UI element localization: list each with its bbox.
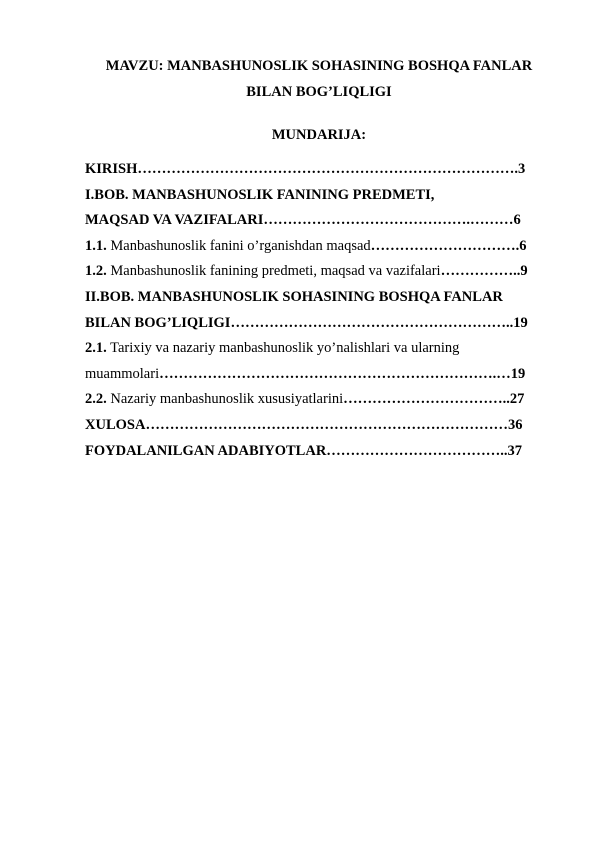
toc-entry-text: Tarixiy va nazariy manbashunoslik yo’nalishlari va ularning — [106, 340, 460, 357]
toc-leader-dots: …………….. — [440, 263, 521, 280]
toc-leader-dots: ………………………………………………………………… — [145, 416, 508, 433]
toc-entry-text: I.BOB. MANBASHUNOSLIK FANINING PREDMETI, — [85, 186, 435, 203]
document-title — [80, 53, 558, 105]
toc-entry-1-1 — [85, 234, 555, 260]
toc-entry-xulosa — [85, 413, 555, 439]
title-line-1: MAVZU: MANBASHUNOSLIK SOHASINING BOSHQA FANLAR — [105, 58, 533, 74]
toc-page-number: 37 — [507, 442, 523, 459]
toc-page-number: 19 — [510, 365, 526, 382]
toc-leader-dots: ……………………………………………………………………. — [137, 161, 519, 177]
toc-entry-chapter-2 — [85, 311, 555, 337]
toc-page-number: 6 — [519, 237, 527, 254]
toc-section-number: 2.1. — [85, 340, 107, 357]
toc-entry-text: BILAN BOG’LIQLIGI — [85, 314, 231, 331]
toc-entry-text: Nazariy manbashunoslik xususiyatlarini — [106, 391, 344, 408]
toc-entry-1-2 — [85, 259, 555, 285]
toc-leader-dots: ………………………………………………….. — [230, 314, 514, 331]
toc-entry-2-2 — [85, 387, 555, 413]
toc-section-number: 1.1. — [85, 237, 107, 254]
toc-page-number: 27 — [509, 391, 525, 408]
toc-entry-2-1-line-1 — [85, 336, 555, 362]
toc-entry-text: FOYDALANILGAN ADABIYOTLAR — [85, 442, 327, 459]
toc-page-number: 3 — [518, 161, 526, 177]
toc-entry-chapter-1 — [85, 208, 555, 234]
toc-leader-dots: …………………………………………………………….… — [159, 365, 511, 382]
toc-entry-chapter-1-heading — [85, 183, 555, 209]
toc-section-number: 1.2. — [85, 263, 107, 280]
contents-heading: MUNDARIJA: — [271, 127, 367, 143]
toc-page-number: 19 — [513, 314, 528, 331]
toc-entry-text: MAQSAD VA VAZIFALARI — [85, 212, 264, 229]
toc-entry-text: II.BOB. MANBASHUNOSLIK SOHASINING BOSHQA FANLAR — [85, 288, 503, 305]
toc-leader-dots: …………………………………….……… — [263, 212, 514, 229]
toc-page-number: 36 — [507, 416, 523, 433]
toc-entry-kirish — [85, 157, 555, 183]
toc-leader-dots: ……………………………….. — [326, 442, 508, 459]
toc-entry-text: KIRISH — [85, 161, 138, 177]
title-line-2: BILAN BOG’LIQLIGI — [246, 84, 392, 100]
toc-page-number: 9 — [520, 263, 528, 280]
toc-entry-text: muammolari — [85, 365, 160, 382]
toc-entry-text: Manbashunoslik fanining predmeti, maqsad va vazifalari — [106, 263, 441, 280]
toc-page-number: 6 — [513, 212, 521, 229]
toc-entry-text: Manbashunoslik fanini o’rganishdan maqsad — [106, 237, 371, 254]
toc-entry-2-1-line-2 — [85, 362, 555, 388]
toc-entry-adabiyotlar — [85, 439, 555, 465]
toc-leader-dots: …………………………….. — [343, 391, 510, 408]
toc-entry-chapter-2-heading — [85, 285, 555, 311]
table-of-contents — [85, 157, 555, 464]
toc-leader-dots: …………………………. — [370, 237, 520, 254]
toc-entry-text: XULOSA — [85, 416, 146, 433]
toc-section-number: 2.2. — [85, 391, 107, 408]
